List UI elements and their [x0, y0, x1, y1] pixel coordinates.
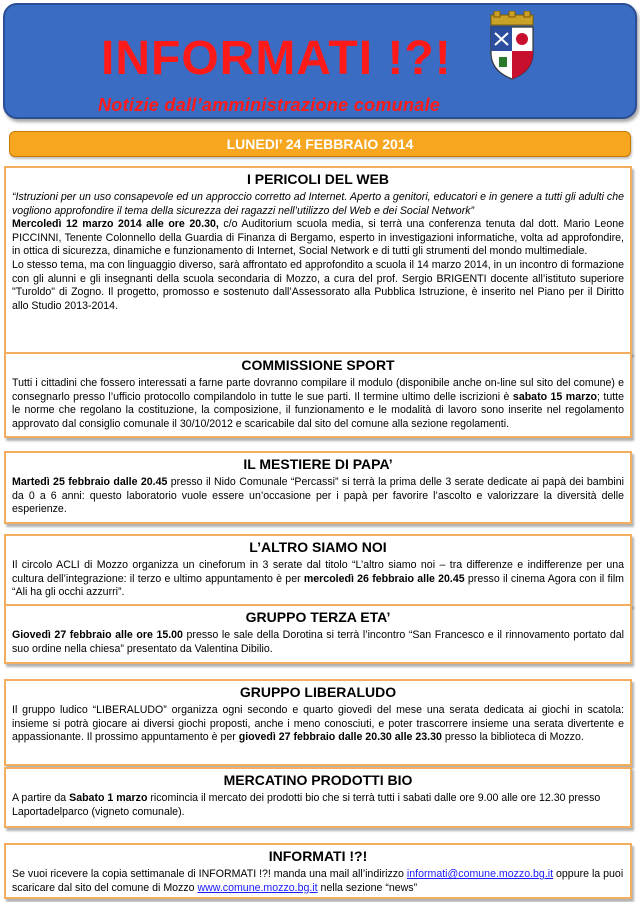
section-dad-job	[4, 451, 632, 524]
coat-of-arms-icon	[485, 11, 539, 81]
section-sport-commission	[4, 352, 632, 438]
section-title: COMMISSIONE SPORT	[241, 357, 395, 373]
section-body: Se vuoi ricevere la copia settimanale di INFORMATI !?! manda una mail all’indirizzo informati@comune.mozzo.bg.it oppure la puoi scaricare dal sito del comune di Mozzo www.comune.mozzo.bg.it nella sezione “news”	[12, 868, 624, 894]
section-liberaludo	[4, 679, 632, 766]
newsletter-title: INFORMATI !?!	[101, 32, 452, 85]
section-body: Martedì 25 febbraio dalle 20.45 presso il Nido Comunale “Percassi” si terrà la prima delle 3 serate dedicate ai papà dei bambini da 0 a 6 anni: questo laboratorio vuole essere un’occasione per i papà per favorire l’ascolto e valorizzare la diversità delle esperienze.	[12, 476, 625, 516]
section-title: MERCATINO PRODOTTI BIO	[223, 772, 413, 788]
section-third-age	[4, 604, 632, 664]
website-link[interactable]: www.comune.mozzo.bg.it	[197, 881, 318, 894]
section-other-is-us	[4, 534, 632, 606]
section-body: Il gruppo ludico “LIBERALUDO” organizza ogni secondo e quarto giovedì del mese una serata dedicata ai giochi in scatola: insieme si potrà giocare ai diversi giochi proposti, anche i meno conosciuti, e poter trascorrere insieme una serata divertente e appassionante. Il prossimo appuntamento è per giovedì 27 febbraio dalle 20.30 alle 23.30 presso la biblioteca di Mozzo.	[12, 704, 624, 744]
section-title: L’ALTRO SIAMO NOI	[249, 539, 387, 555]
email-link[interactable]: informati@comune.mozzo.bg.it	[406, 868, 554, 880]
section-body: Tutti i cittadini che fossero interessati a farne parte dovranno compilare il modulo (disponibile anche on-line sul sito del comune) e consegnarlo presso l’ufficio protocollo compilandolo in tutte le sue parti. Il termine ultimo delle iscrizioni è sabato 15 marzo; tutte le norme che regolano la costituzione, la composizione, il funzionamento e le modalità di lavoro sono inserite nel regolamento approvato dal consiglio comunale il 30/10/2012 e scaricabile dal sito del comune alla sezione regolamenti.	[12, 377, 624, 430]
section-body: Giovedì 27 febbraio alle ore 15.00 presso le sale della Dorotina si terrà l’incontro “San Francesco e il rinnovamento portato dal suo ordine nella chiesa” presentato da Valentina Dibilio.	[12, 629, 624, 655]
section-quote: “Istruzioni per un uso consapevole ed un approccio corretto ad Internet. Aperto a genitori, educatori e in genere a tutti gli adulti che vogliono approfondire il tema della sicurezza dei ragazzi nell’utilizzo del Web e dei Social Network”	[12, 191, 624, 217]
section-body: Il circolo ACLI di Mozzo organizza un cineforum in 3 serate dal titolo “L’altro siamo noi – tra differenze e indifferenze per una cultura dell’integrazione: il terzo e ultimo appuntamento è per mercoledì 26 febbraio alle 20.45 presso il cinema Agora con il film “Ali ha gli occhi azzurri”.	[12, 559, 624, 599]
section-title: GRUPPO TERZA ETA’	[245, 609, 391, 625]
section-web-dangers	[4, 166, 632, 354]
issue-date: LUNEDI’ 24 FEBBRAIO 2014	[9, 131, 631, 157]
newsletter-subtitle: Notizie dall’amministrazione comunale	[98, 95, 441, 115]
section-body-2: Lo stesso tema, ma con linguaggio diverso, sarà affrontato ed approfondito a scuola il 14 marzo 2014, in un incontro di formazione con gli alunni e gli insegnanti della scuola secondaria di Mozzo, a cura del prof. Sergio BRIGENTI docente all’istituto superiore "Turoldo" di Zogno. Il progetto, promosso e sostenuto dall’Assessorato alla Pubblica Istruzione, è inserito nel Piano per il Diritto allo Studio 2013-2014.	[12, 258, 624, 312]
section-body: A partire da Sabato 1 marzo ricomincia il mercato dei prodotti bio che si terrà tutti i sabati dalle ore 9.00 alle ore 12.30 presso Laportadelparco (vigneto comunale).	[12, 792, 601, 818]
section-title: INFORMATI !?!	[268, 848, 368, 864]
section-title: GRUPPO LIBERALUDO	[239, 684, 397, 700]
section-title: IL MESTIERE DI PAPA’	[243, 456, 393, 472]
section-title: I PERICOLI DEL WEB	[246, 171, 390, 187]
header-banner	[3, 3, 637, 119]
section-subscribe	[4, 843, 632, 899]
section-organic-market	[4, 767, 632, 828]
section-body: Mercoledì 12 marzo 2014 alle ore 20.30, c/o Auditorium scuola media, si terrà una conferenza tenuta dal dott. Mario Leone PICCINNI, Tenente Colonnello della Guardia di Finanza di Bergamo, esperto in investigazioni informatiche, volta ad approfondire, in ottica di sicurezza, dinamiche e funzionamento di Internet, Social Network e di tutti gli strumenti del mondo multimediale.	[12, 218, 624, 258]
